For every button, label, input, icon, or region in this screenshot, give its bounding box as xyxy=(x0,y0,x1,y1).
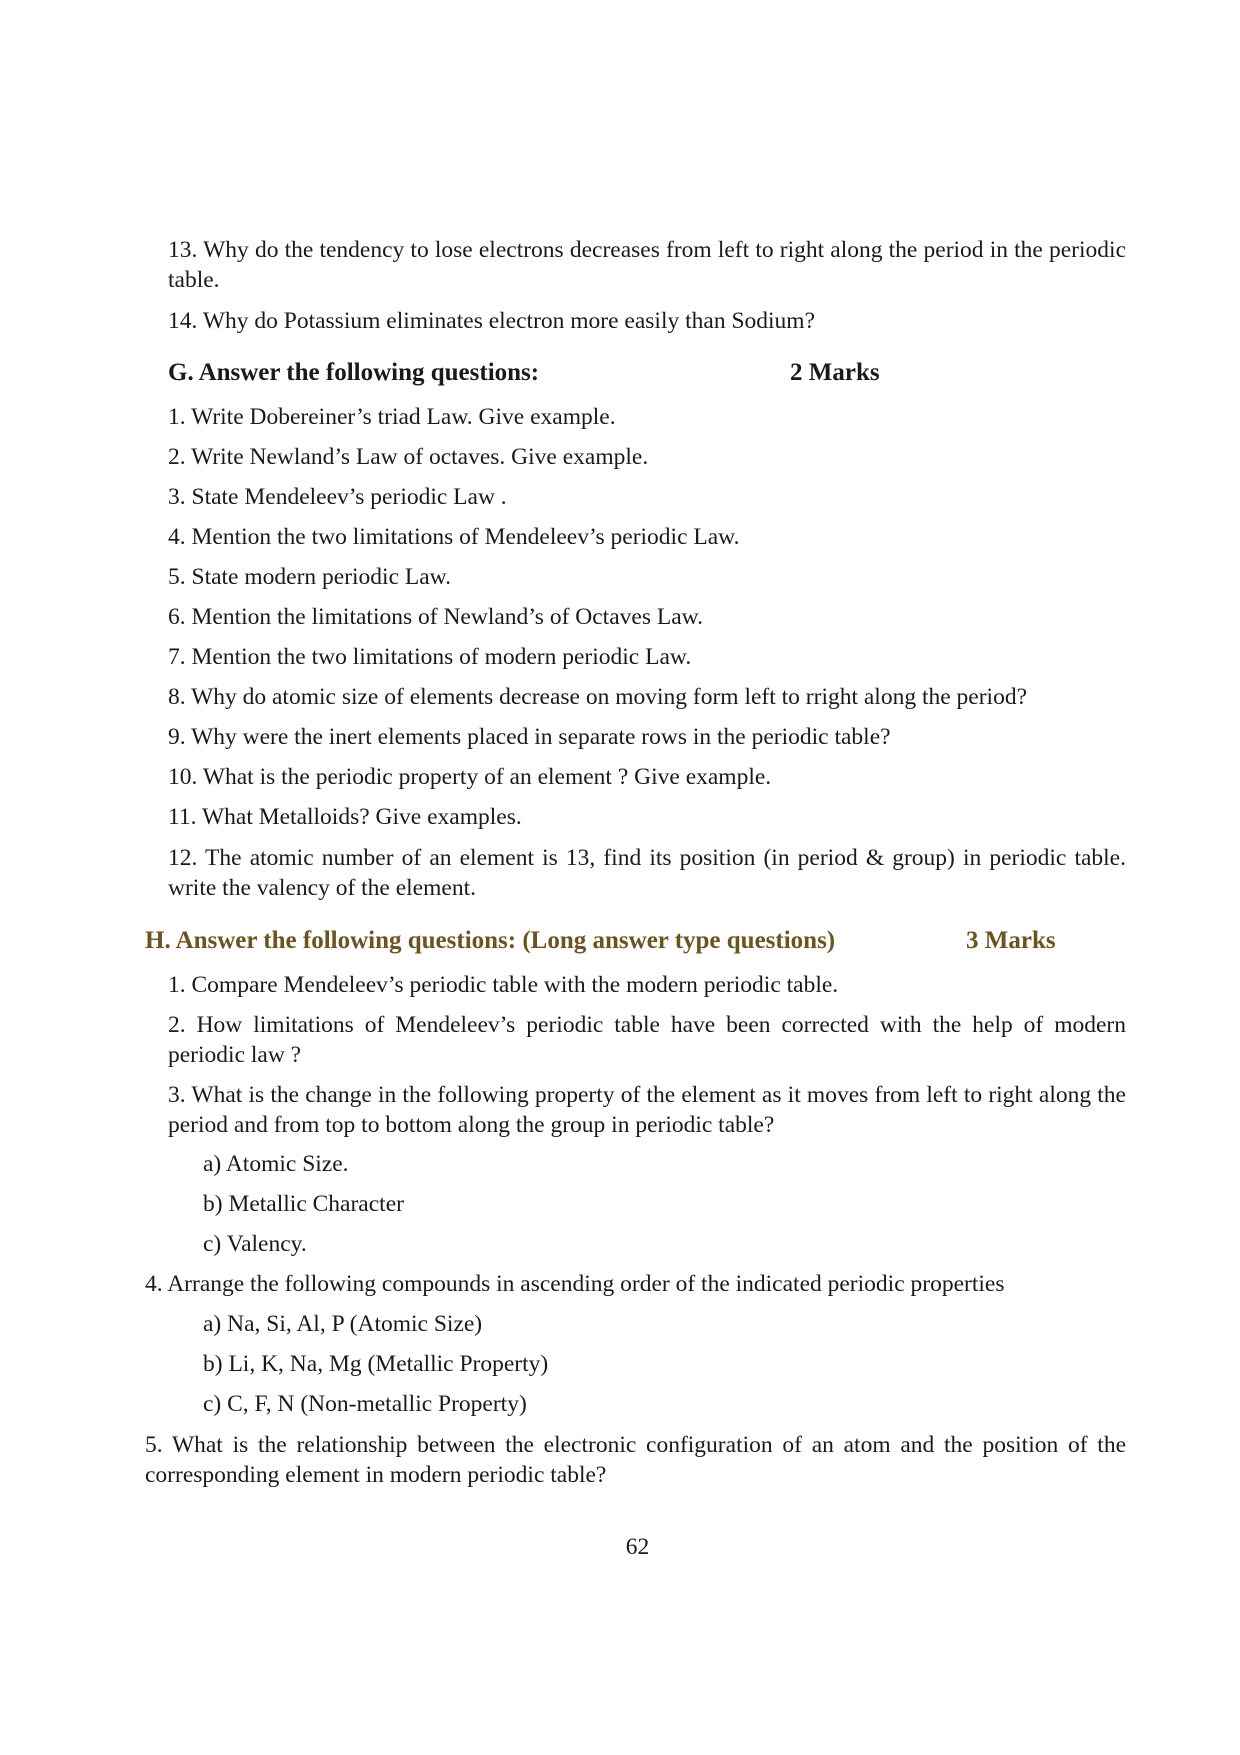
page-number: 62 xyxy=(625,1534,650,1560)
question-h-3-option-a: a) Atomic Size. xyxy=(203,1151,349,1177)
section-h-marks: 3 Marks xyxy=(966,927,1056,954)
question-h-1: 1. Compare Mendeleev’s periodic table with the modern periodic table. xyxy=(168,972,839,998)
section-h-title: H. Answer the following questions: (Long answer type questions) xyxy=(145,927,836,954)
question-h-3: 3. What is the change in the following property of the element as it moves from left to right along the period and from top to bottom along the group in periodic table? xyxy=(168,1082,1126,1138)
question-g-7: 7. Mention the two limitations of modern periodic Law. xyxy=(168,644,692,670)
question-h-4: 4. Arrange the following compounds in ascending order of the indicated periodic properties xyxy=(145,1271,1005,1297)
section-g-marks: 2 Marks xyxy=(790,359,880,386)
question-h-4-option-a: a) Na, Si, Al, P (Atomic Size) xyxy=(203,1311,483,1337)
question-h-5: 5. What is the relationship between the electronic configuration of an atom and the position of the corresponding element in modern periodic table? xyxy=(145,1432,1126,1488)
question-g-9: 9. Why were the inert elements placed in separate rows in the periodic table? xyxy=(168,724,891,750)
question-g-10: 10. What is the periodic property of an element ? Give example. xyxy=(168,764,772,790)
question-g-8: 8. Why do atomic size of elements decrease on moving form left to rright along the period? xyxy=(168,684,1028,710)
question-h-4-option-b: b) Li, K, Na, Mg (Metallic Property) xyxy=(203,1351,549,1377)
question-g-11: 11. What Metalloids? Give examples. xyxy=(168,804,522,830)
question-g-1: 1. Write Dobereiner’s triad Law. Give example. xyxy=(168,404,616,430)
question-h-4-option-c: c) C, F, N (Non-metallic Property) xyxy=(203,1391,527,1417)
question-g-6: 6. Mention the limitations of Newland’s of Octaves Law. xyxy=(168,604,703,630)
section-g-title: G. Answer the following questions: xyxy=(168,359,540,386)
question-h-3-option-b: b) Metallic Character xyxy=(203,1191,404,1217)
question-f-14: 14. Why do Potassium eliminates electron more easily than Sodium? xyxy=(168,308,816,334)
question-h-2: 2. How limitations of Mendeleev’s periodic table have been corrected with the help of modern periodic law ? xyxy=(168,1012,1126,1068)
question-g-4: 4. Mention the two limitations of Mendeleev’s periodic Law. xyxy=(168,524,740,550)
question-h-3-option-c: c) Valency. xyxy=(203,1231,307,1257)
question-f-13: 13. Why do the tendency to lose electrons decreases from left to right along the period in the periodic table. xyxy=(168,237,1126,293)
question-g-5: 5. State modern periodic Law. xyxy=(168,564,451,590)
question-g-3: 3. State Mendeleev’s periodic Law . xyxy=(168,484,507,510)
question-g-12: 12. The atomic number of an element is 13, find its position (in period & group) in periodic table. write the valency of the element. xyxy=(168,845,1126,901)
question-g-2: 2. Write Newland’s Law of octaves. Give example. xyxy=(168,444,649,470)
